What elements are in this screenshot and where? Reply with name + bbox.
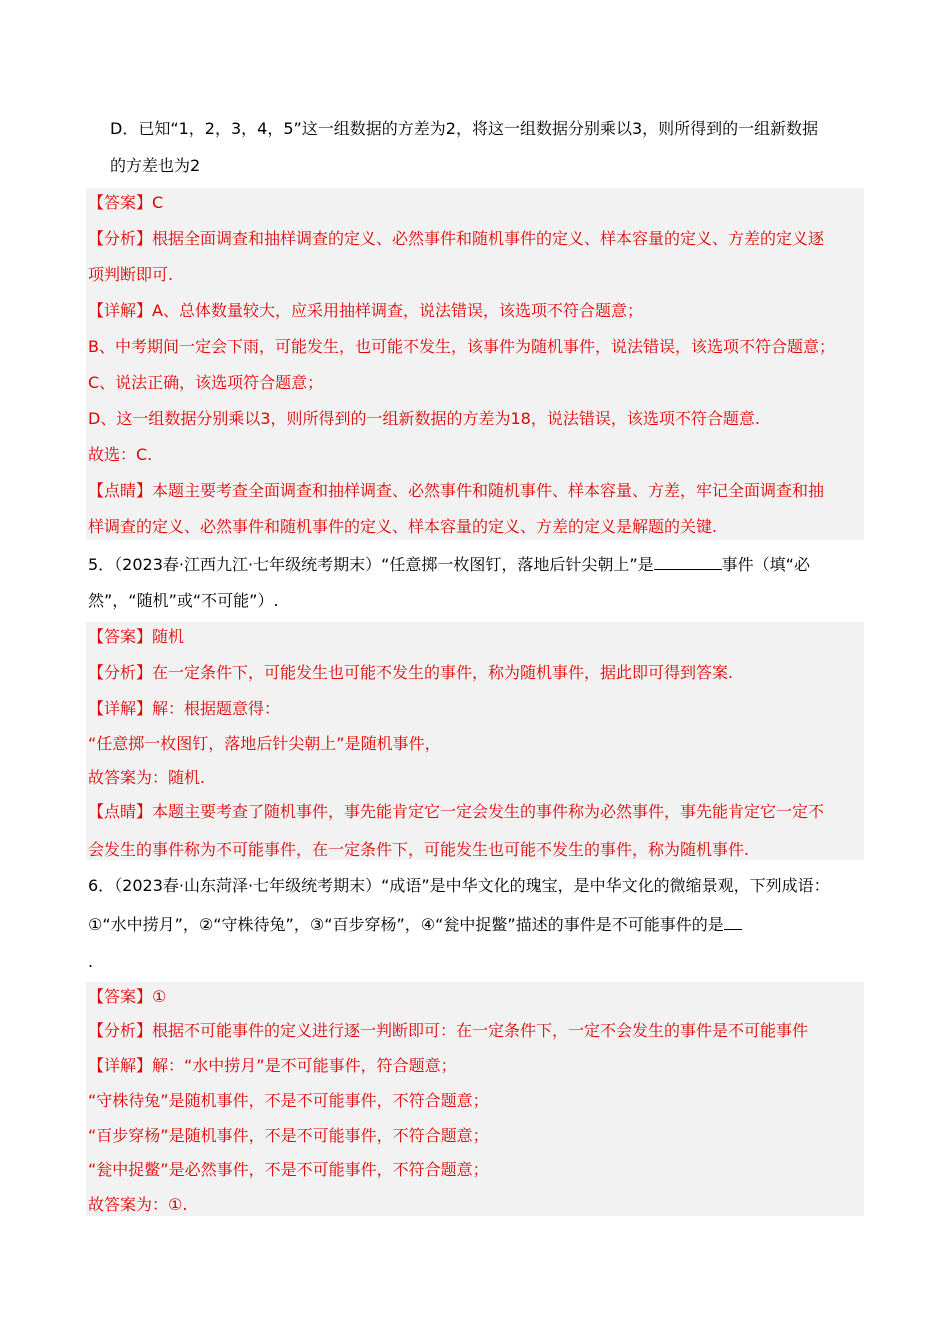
q6-answer-blank <box>724 913 742 930</box>
q6-detail-line1: 【详解】解：“水中捞月”是不可能事件，符合题意； <box>88 1056 457 1075</box>
q5-comment-line1: 【点睛】本题主要考查了随机事件，事先能肯定它一定会发生的事件称为必然事件，事先能肯定它一定不 <box>88 802 825 821</box>
q5-text-before-blank: 5．（2023春·江西九江·七年级统考期末）“任意掷一枚图钉，落地后针尖朝上”是 <box>88 555 654 574</box>
q6-detail-line2: “守株待兔”是随机事件，不是不可能事件，不符合题意； <box>88 1091 489 1110</box>
q4-detail-line1: 【详解】A、总体数量较大，应采用抽样调查，说法错误，该选项不符合题意； <box>88 301 643 320</box>
q4-detail-line4: D、这一组数据分别乘以3，则所得到的一组新数据的方差为18，说法错误，该选项不符合题意. <box>88 409 760 428</box>
q6-detail-line4: “瓮中捉鳖”是必然事件，不是不可能事件，不符合题意； <box>88 1160 489 1179</box>
q4-detail-line2: B、中考期间一定会下雨，可能发生，也可能不发生，该事件为随机事件，说法错误，该选项不符合题意； <box>88 337 835 356</box>
q4-answer: 【答案】C <box>88 193 164 212</box>
q5-detail-line1: 【详解】解：根据题意得： <box>88 699 281 718</box>
q6-line2 <box>88 913 742 936</box>
q5-comment-line2: 会发生的事件称为不可能事件，在一定条件下，可能发生也可能不发生的事件，称为随机事件. <box>88 840 750 859</box>
q6-line1: 6．（2023春·山东菏泽·七年级统考期末）“成语”是中华文化的瑰宝，是中华文化的微缩景观，下列成语： <box>88 876 830 895</box>
q4-comment-line1: 【点睛】本题主要考查全面调查和抽样调查、必然事件和随机事件、样本容量、方差，牢记全面调查和抽 <box>88 481 825 500</box>
q5-answer: 【答案】随机 <box>88 627 185 646</box>
q5-text-after-blank: 事件（填“必 <box>721 555 810 574</box>
q5-detail-line3: 故答案为：随机. <box>88 768 206 787</box>
q4-detail-line3: C、说法正确，该选项符合题意； <box>88 373 324 392</box>
q5-analysis: 【分析】在一定条件下，可能发生也可能不发生的事件，称为随机事件，据此即可得到答案. <box>88 663 734 682</box>
q4-analysis-line1: 【分析】根据全面调查和抽样调查的定义、必然事件和随机事件的定义、样本容量的定义、方差的定义逐 <box>88 229 825 248</box>
q4-comment-line2: 样调查的定义、必然事件和随机事件的定义、样本容量的定义、方差的定义是解题的关键. <box>88 517 718 536</box>
q4-analysis-line2: 项判断即可. <box>88 265 174 284</box>
q6-detail-line5: 故答案为：①. <box>88 1195 188 1214</box>
q6-line2-text: ①“水中捞月”，②“守株待兔”，③“百步穿杨”，④“瓮中捉鳖”描述的事件是不可能事件的是 <box>88 915 724 934</box>
q5-line2: 然”，“随机”或“不可能”）. <box>88 591 279 610</box>
q4-detail-line5: 故选：C. <box>88 445 153 464</box>
q5-detail-line2: “任意掷一枚图钉，落地后针尖朝上”是随机事件， <box>88 734 441 753</box>
q6-answer: 【答案】① <box>88 987 167 1006</box>
q6-line3: . <box>88 952 94 971</box>
q4-option-d-line2: 的方差也为2 <box>110 156 201 175</box>
q5-answer-blank <box>654 553 722 570</box>
q6-detail-line3: “百步穿杨”是随机事件，不是不可能事件，不符合题意； <box>88 1126 489 1145</box>
q6-analysis: 【分析】根据不可能事件的定义进行逐一判断即可：在一定条件下，一定不会发生的事件是不可能事件 <box>88 1021 809 1040</box>
q4-option-d-line1: D．已知“1，2，3，4，5”这一组数据的方差为2，将这一组数据分别乘以3，则所得到的一组新数据 <box>110 119 819 138</box>
q5-line1 <box>88 553 810 576</box>
